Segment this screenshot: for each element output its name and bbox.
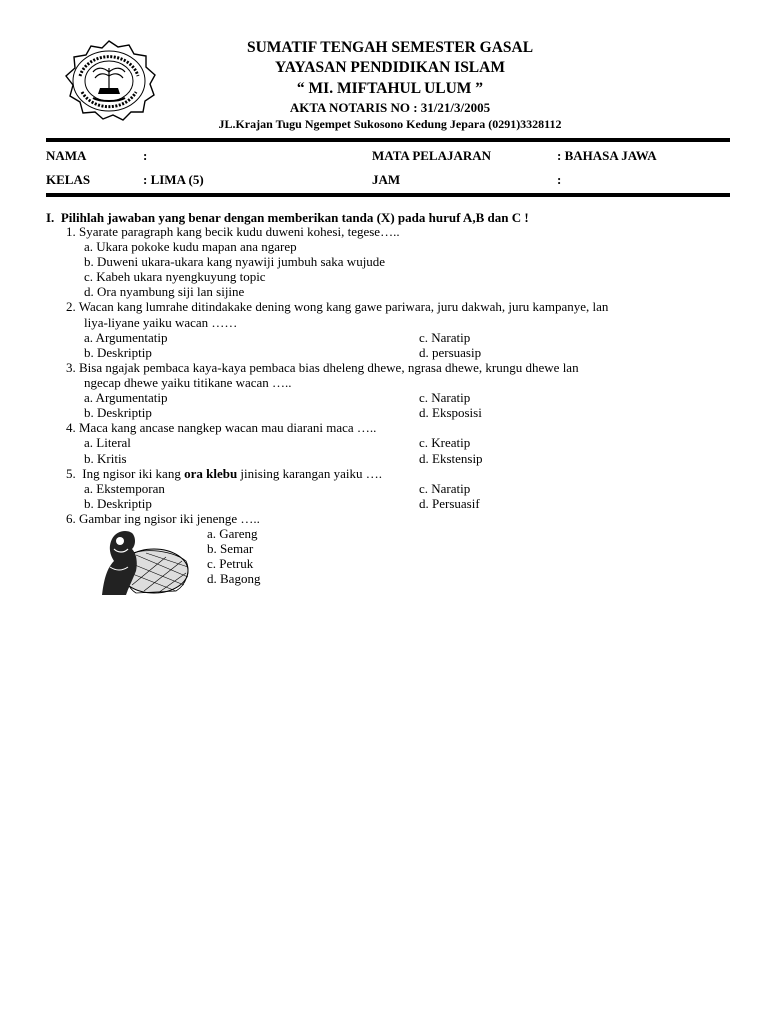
school-logo [58, 38, 160, 122]
q1-option-b: b. Duweni ukara-ukara kang nyawiji jumbuh saka wujude [84, 254, 386, 269]
q2-option-b: b. Deskriptip [84, 345, 152, 360]
q5-option-d: d. Persuasif [419, 496, 480, 511]
question-6: 6. Gambar ing ngisor iki jenenge ….. [66, 511, 260, 526]
q4-option-c: c. Kreatip [419, 435, 471, 450]
q3-option-d: d. Eksposisi [419, 405, 482, 420]
jam-label: JAM [372, 172, 401, 187]
instruction-text: Pilihlah jawaban yang benar dengan memberikan tanda (X) pada huruf A,B dan C ! [60, 210, 529, 225]
notary-number: AKTA NOTARIS NO : 31/21/3/2005 [289, 100, 491, 115]
q3-option-b: b. Deskriptip [84, 405, 152, 420]
nama-label: NAMA [46, 148, 87, 163]
nama-colon: : [143, 148, 148, 163]
q5-text-post: jinising karangan yaiku …. [237, 466, 382, 481]
q6-option-c: c. Petruk [207, 556, 254, 571]
q5-text-pre: 5. Ing ngisor iki kang [66, 466, 185, 481]
question-1: 1. Syarate paragraph kang becik kudu duweni kohesi, tegese….. [66, 224, 400, 239]
q6-option-b: b. Semar [207, 541, 254, 556]
school-name: “ MI. MIFTAHUL ULUM ” [296, 80, 484, 97]
exam-title: SUMATIF TENGAH SEMESTER GASAL [246, 39, 534, 56]
kelas-label: KELAS [46, 172, 91, 187]
q5-option-b: b. Deskriptip [84, 496, 152, 511]
q5-option-c: c. Naratip [419, 481, 471, 496]
kelas-value: : LIMA (5) [143, 172, 204, 187]
q1-option-c: c. Kabeh ukara nyengkuyung topic [84, 269, 266, 284]
wayang-figure-image [96, 527, 192, 597]
question-3: 3. Bisa ngajak pembaca kaya-kaya pembaca bias dheleng dhewe, ngrasa dhewe, krungu dhewe lan [66, 360, 579, 375]
question-3-cont: ngecap dhewe yaiku titikane wacan ….. [84, 375, 292, 390]
mapel-value: : BAHASA JAWA [557, 148, 657, 163]
section-number: I. [46, 210, 55, 225]
q2-option-d: d. persuasip [419, 345, 482, 360]
q5-option-a: a. Ekstemporan [84, 481, 165, 496]
q6-option-a: a. Gareng [207, 526, 258, 541]
question-2: 2. Wacan kang lumrahe ditindakake dening wong kang gawe pariwara, juru dakwah, juru kampanye, lan [66, 299, 609, 314]
question-2-cont: liya-liyane yaiku wacan …… [84, 315, 238, 330]
school-address: JL.Krajan Tugu Ngempet Sukosono Kedung Jepara (0291)3328112 [218, 117, 562, 131]
mapel-label: MATA PELAJARAN [372, 148, 492, 163]
q3-option-a: a. Argumentatip [84, 390, 168, 405]
info-divider [46, 193, 730, 197]
q1-option-d: d. Ora nyambung siji lan sijine [84, 284, 245, 299]
question-5 [66, 466, 382, 482]
q3-option-c: c. Naratip [419, 390, 471, 405]
q4-option-b: b. Kritis [84, 451, 127, 466]
q1-option-a: a. Ukara pokoke kudu mapan ana ngarep [84, 239, 297, 254]
q5-text-bold: ora klebu [184, 466, 238, 481]
header-divider [46, 138, 730, 142]
q4-option-d: d. Ekstensip [419, 451, 483, 466]
q4-option-a: a. Literal [84, 435, 131, 450]
q2-option-c: c. Naratip [419, 330, 471, 345]
jam-colon: : [557, 172, 562, 187]
foundation-name: YAYASAN PENDIDIKAN ISLAM [275, 59, 505, 76]
question-4: 4. Maca kang ancase nangkep wacan mau diarani maca ….. [66, 420, 377, 435]
q6-option-d: d. Bagong [207, 571, 261, 586]
q2-option-a: a. Argumentatip [84, 330, 168, 345]
